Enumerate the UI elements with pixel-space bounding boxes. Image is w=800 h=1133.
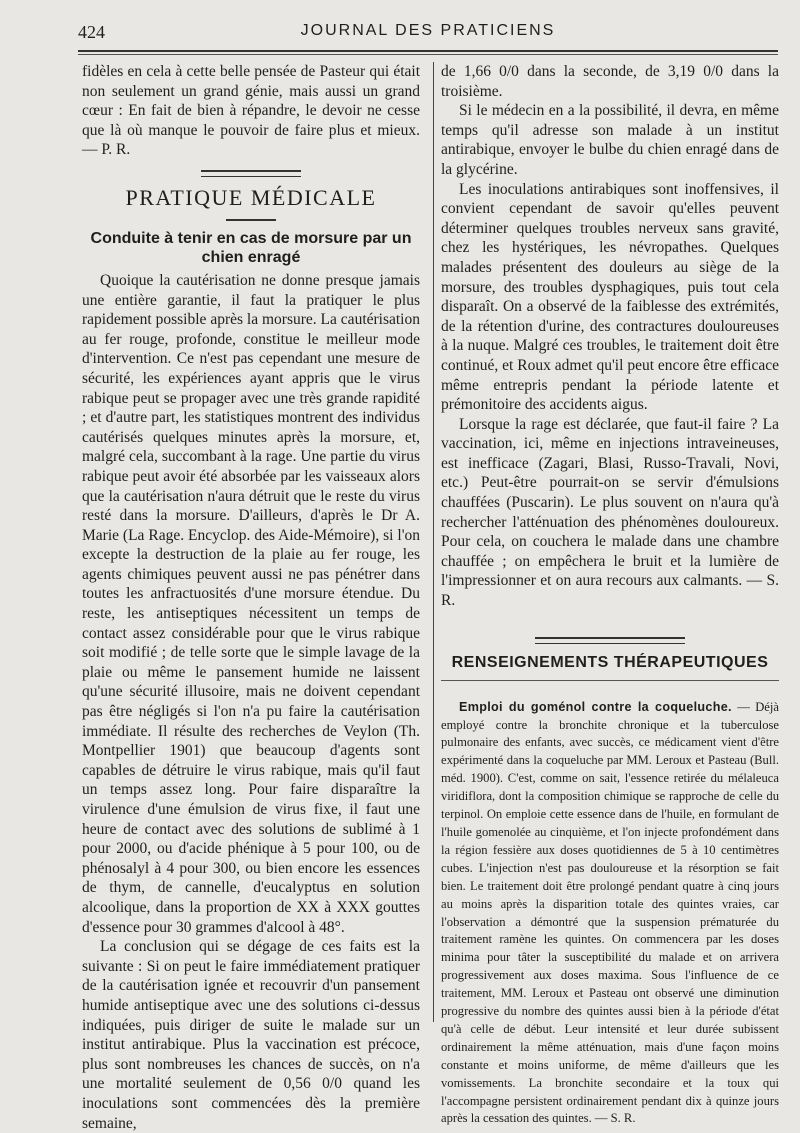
ornament-rule bbox=[535, 637, 685, 644]
paragraph-inoculations: Les inoculations antirabiques sont inoffensives, il convient cependant de savoir qu'elles peuvent déterminer quelques troubles nerveux sans gravité, chez les hystériques, les névropathes. Quelques malades présentent des douleurs au siège de la morsure, des troubles dysphagiques, puis tout cela disparaît. On a observé de la faiblesse des extrémités, de la rétention d'urine, des contractures douloureuses à la nuque. Malgré ces troubles, le traitement doit être continué, et Roux admet qu'il peut encore être efficace même entrepris pendant la période latente et prémonitoire des accidents aigus. bbox=[441, 180, 779, 414]
header-rule-thin bbox=[78, 54, 778, 55]
page-number: 424 bbox=[78, 22, 105, 42]
paragraph-bulbe: Si le médecin en a la possibilité, il devra, en même temps qu'il adresse son malade à un institut antirabique, envoyer le bulbe du chien enragé dans de la glycérine. bbox=[441, 102, 779, 178]
note-heading: Emploi du goménol contre la coqueluche. bbox=[459, 699, 732, 714]
page-header bbox=[78, 22, 778, 48]
article-paragraph-2: La conclusion qui se dégage de ces faits est la suivante : Si on peut le faire immédiatement pratiquer de la cautérisation ignée et recouvrir d'un pansement humide antiseptique avec une des solutions ci-dessus indiquées, puis diriger de suite le malade sur un institut antirabique. Plus la vaccination est précoce, plus sont nombreuses les chances de succès, on n'a une mortalité seulement de 0,56 0/0 quand les inoculations sont commencées dès la première semaine, bbox=[82, 938, 420, 1132]
note-body: — Déjà employé contre la bronchite chronique et la tuberculose pulmonaire des enfants, avec succès, ce médicament vient d'être expérimenté dans la coqueluche par MM. Leroux et Pasteau (Bull. méd. 1900). C'est, comme on sait, l'essence retirée du mélaleuca viridiflora, dont la composition chimique se rapproche de celle du terpinol. On emploie cette essence dans de l'huile, en formulant de l'huile gomenolée au cinquième, et l'on injecte profondément dans la région fessière aux doses quotidiennes de 5 à 10 centimètres cubes. L'injection n'est pas douloureuse et la résorption se fait bien. Le traitement doit être prolongé pendant quatre à cinq jours au moins après la disparition totale des quintes vraies, car l'observation a démontré que la suspension prématurée du traitement ramène les quintes. On commencera par les doses minima pour tâter la susceptibilité du malade et on arrivera progressivement aux doses maxima. Sous l'influence de ce traitement, MM. Leroux et Pasteau ont observé une diminution progressive du nombre des quintes aussi bien à la période d'état qu'à celle de début. Leur intensité et leur durée subissent ordinairement la même atténuation, mais d'une façon moins constante et moins uniforme, de même d'ailleurs que les vomissements. La bronchite secondaire et la toux qui l'accompagne persistent ordinairement pendant dix à quinze jours après la cessation des quintes. — S. R. bbox=[441, 699, 779, 1126]
paragraph-rage-declaree: Lorsque la rage est déclarée, que faut-il faire ? La vaccination, ici, même en injections intraveineuses, est inefficace (Zagari, Blasi, Russo-Travali, Novi, etc.) Peut-être pourrait-on se servir d'émulsions chauffées (Puscarin). Le plus souvent on n'aura qu'à rechercher l'atténuation des phénomènes douloureux. Pour cela, on couchera le malade dans une chambre chauffée ; on empêchera le bruit et la lumière de l'impressionner et on aura recours aux calmants. — S. R. bbox=[441, 415, 779, 610]
section-title: PRATIQUE MÉDICALE bbox=[125, 184, 377, 210]
header-rule bbox=[78, 50, 778, 52]
section-title-therapeutics: RENSEIGNEMENTS THÉRAPEUTIQUES bbox=[451, 653, 769, 671]
article-paragraph-1: Quoique la cautérisation ne donne presque jamais une entière garantie, il faut la pratiquer le plus rapidement possible après la morsure. La cautérisation au fer rouge, profonde, constitue le meilleur mode d'intervention. Ce n'est pas cependant une mesure de sécurité, les expériences ayant appris que le virus rabique peut se propager avec une très grande rapidité ; et d'autre part, les statistiques montrent des individus cautérisés quelques minutes après la morsure, et, malgré cela, succombant à la rage. Une partie du virus rabique peut avoir été absorbée par les vaisseaux alors que la cautérisation n'aura détruit que le reste du virus resté dans la morsure. D'ailleurs, d'après le Dr A. Marie (La Rage. Encyclop. des Aide-Mémoire), si l'on excepte la destruction de la plaie au fer rouge, les agents chimiques peuvent aussi ne pas pénétrer dans toutes les anfractuosités d'une morsure étendue. Du reste, les antiseptiques nécessitent un temps de contact assez considérable pour que le virus rabique soit modifié ; de telle sorte que le simple lavage de la plaie ou même le pansement humide ne laissent qu'une sécurité illusoire, mais ne doivent cependant pas être négligés si l'on n'a pu faire la cautérisation immédiate. Il résulte des recherches de Veylon (Th. Montpellier 1901) que beaucoup d'agents sont capables de détruire le virus rabique, mais qu'il faut un temps assez long. Pour faire disparaître la virulence d'une émulsion de virus fixe, il faut une heure de contact avec des solutions de sublimé à 1 pour 2000, ou d'acide phénique à 5 pour 100, ou de phénosalyl à 4 pour 300, ou bien encore les essences de thym, de cannelle, d'eucalyptus en solution alcoolique, dans la proportion de XX à XXX gouttes d'essence pour 30 grammes d'alcool à 48°. bbox=[82, 271, 420, 936]
article-title: Conduite à tenir en cas de morsure par un chien enragé bbox=[90, 229, 412, 266]
intro-paragraph: fidèles en cela à cette belle pensée de Pasteur qui était non seulement un grand génie, mais aussi un grand cœur : En fait de bien à répandre, le devoir ne cesse que là où manque le pouvoir de faire plus et mieux. — P. R. bbox=[82, 63, 420, 159]
left-column bbox=[82, 62, 420, 1133]
therapeutic-note bbox=[441, 699, 779, 1129]
title-dash bbox=[226, 219, 276, 221]
section-underline bbox=[441, 680, 779, 681]
ornament-rule bbox=[201, 170, 301, 177]
running-title: JOURNAL DES PRATICIENS bbox=[300, 22, 556, 39]
continued-paragraph: de 1,66 0/0 dans la seconde, de 3,19 0/0 dans la troisième. bbox=[441, 63, 779, 100]
column-divider bbox=[433, 62, 434, 1022]
right-column bbox=[441, 62, 779, 1128]
